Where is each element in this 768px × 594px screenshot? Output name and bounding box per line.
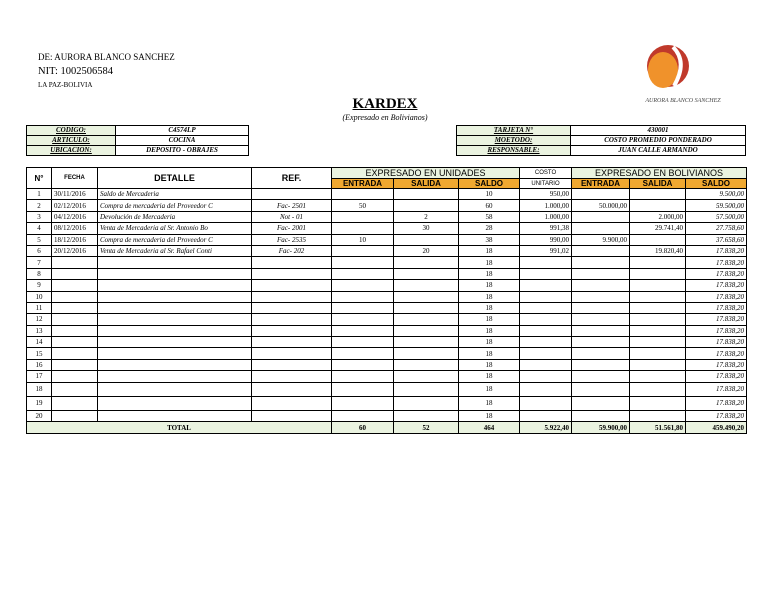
info-label: UBICACION:: [27, 146, 116, 156]
table-row: [27, 396, 747, 410]
nit-number: NIT: 1002506584: [38, 66, 114, 77]
header-units-saldo: SALDO: [459, 179, 520, 189]
row-fecha: [52, 382, 98, 396]
info-row: [27, 136, 249, 146]
row-units-saldo: 18: [459, 337, 520, 348]
row-units-entrada: [332, 268, 394, 279]
row-bs-salida: [630, 396, 686, 410]
row-units-saldo: 18: [459, 280, 520, 291]
row-units-saldo: 10: [459, 189, 520, 200]
row-costo: [520, 291, 572, 302]
row-units-salida: [394, 234, 459, 245]
row-costo: [520, 337, 572, 348]
row-fecha: [52, 302, 98, 313]
row-fecha: [52, 337, 98, 348]
row-units-salida: [394, 371, 459, 382]
info-label: MOETODO:: [457, 136, 571, 146]
company-location: LA PAZ-BOLIVIA: [38, 81, 93, 89]
table-row: [27, 223, 747, 234]
row-number: 13: [27, 325, 52, 336]
row-fecha: 02/12/2016: [52, 200, 98, 211]
header-bs-salida: SALIDA: [630, 179, 686, 189]
row-ref: [252, 280, 332, 291]
row-costo: 1.000,00: [520, 211, 572, 222]
total-units-saldo: 464: [459, 422, 520, 434]
row-bs-salida: [630, 200, 686, 211]
row-bs-entrada: [572, 291, 630, 302]
row-detalle: [98, 382, 252, 396]
row-bs-salida: [630, 314, 686, 325]
row-fecha: [52, 325, 98, 336]
row-number: 19: [27, 396, 52, 410]
row-ref: Fac- 2501: [252, 200, 332, 211]
row-units-saldo: 28: [459, 223, 520, 234]
row-bs-entrada: [572, 245, 630, 256]
total-bs-entrada: 59.900,00: [572, 422, 630, 434]
table-row: [27, 200, 747, 211]
row-bs-salida: [630, 371, 686, 382]
row-units-saldo: 18: [459, 314, 520, 325]
total-costo: 5.922,40: [520, 422, 572, 434]
row-costo: [520, 325, 572, 336]
info-label: ARTICULO:: [27, 136, 116, 146]
row-units-entrada: [332, 396, 394, 410]
row-fecha: [52, 257, 98, 268]
row-ref: [252, 291, 332, 302]
header-fecha: FECHA: [52, 168, 98, 189]
row-units-saldo: 18: [459, 410, 520, 421]
row-units-salida: 2: [394, 211, 459, 222]
row-bs-entrada: [572, 325, 630, 336]
row-detalle: [98, 325, 252, 336]
row-units-entrada: [332, 280, 394, 291]
row-costo: 991,02: [520, 245, 572, 256]
row-bs-saldo: 17.838,20: [686, 291, 747, 302]
row-detalle: Devolución de Mercaderia: [98, 211, 252, 222]
row-units-saldo: 60: [459, 200, 520, 211]
row-units-salida: [394, 200, 459, 211]
row-number: 20: [27, 410, 52, 421]
table-row: [27, 348, 747, 359]
row-bs-saldo: 17.838,20: [686, 314, 747, 325]
row-bs-entrada: [572, 314, 630, 325]
row-detalle: [98, 396, 252, 410]
row-units-entrada: [332, 314, 394, 325]
row-bs-salida: 29.741,40: [630, 223, 686, 234]
row-bs-entrada: [572, 396, 630, 410]
row-number: 6: [27, 245, 52, 256]
row-bs-salida: [630, 280, 686, 291]
row-costo: [520, 396, 572, 410]
row-units-saldo: 18: [459, 382, 520, 396]
row-units-saldo: 18: [459, 302, 520, 313]
row-units-salida: [394, 337, 459, 348]
total-row: [27, 422, 747, 434]
info-label: TARJETA N°: [457, 126, 571, 136]
row-bs-entrada: [572, 257, 630, 268]
row-costo: 991,38: [520, 223, 572, 234]
row-units-salida: [394, 348, 459, 359]
row-ref: Fac- 2535: [252, 234, 332, 245]
row-costo: [520, 382, 572, 396]
info-row: [27, 146, 249, 156]
row-units-salida: 20: [394, 245, 459, 256]
row-detalle: [98, 314, 252, 325]
row-fecha: 30/11/2016: [52, 189, 98, 200]
row-bs-entrada: [572, 211, 630, 222]
row-bs-saldo: 17.838,20: [686, 359, 747, 370]
row-bs-saldo: 17.838,20: [686, 302, 747, 313]
row-ref: Fac- 2001: [252, 223, 332, 234]
row-bs-entrada: [572, 189, 630, 200]
row-bs-entrada: [572, 268, 630, 279]
info-value: C4574LP: [116, 126, 249, 136]
table-row: [27, 268, 747, 279]
row-units-entrada: [332, 211, 394, 222]
row-fecha: [52, 396, 98, 410]
row-costo: 1.000,00: [520, 200, 572, 211]
row-units-salida: [394, 280, 459, 291]
row-units-entrada: [332, 410, 394, 421]
table-row: [27, 291, 747, 302]
info-row: [457, 136, 746, 146]
row-ref: [252, 189, 332, 200]
row-units-salida: 30: [394, 223, 459, 234]
row-bs-entrada: 9.900,00: [572, 234, 630, 245]
table-row: [27, 337, 747, 348]
row-fecha: [52, 371, 98, 382]
row-number: 8: [27, 268, 52, 279]
row-number: 10: [27, 291, 52, 302]
row-units-salida: [394, 291, 459, 302]
row-ref: [252, 325, 332, 336]
row-fecha: [52, 268, 98, 279]
total-units-entrada: 60: [332, 422, 394, 434]
row-costo: 950,00: [520, 189, 572, 200]
row-units-salida: [394, 302, 459, 313]
header-bs-saldo: SALDO: [686, 179, 747, 189]
row-units-entrada: [332, 337, 394, 348]
info-value: JUAN CALLE ARMANDO: [571, 146, 746, 156]
row-ref: Not - 01: [252, 211, 332, 222]
table-row: [27, 257, 747, 268]
row-costo: [520, 302, 572, 313]
row-bs-saldo: 59.500,00: [686, 200, 747, 211]
row-units-salida: [394, 396, 459, 410]
row-units-saldo: 18: [459, 359, 520, 370]
row-units-saldo: 18: [459, 257, 520, 268]
row-units-entrada: 10: [332, 234, 394, 245]
row-units-saldo: 18: [459, 245, 520, 256]
header-ref: REF.: [252, 168, 332, 189]
row-fecha: [52, 314, 98, 325]
row-bs-salida: [630, 268, 686, 279]
row-bs-entrada: [572, 337, 630, 348]
row-number: 11: [27, 302, 52, 313]
row-ref: [252, 337, 332, 348]
row-units-saldo: 58: [459, 211, 520, 222]
info-label: CODIGO:: [27, 126, 116, 136]
row-bs-saldo: 17.838,20: [686, 348, 747, 359]
row-ref: [252, 396, 332, 410]
header-costo: COSTO: [520, 168, 572, 179]
header-bs-entrada: ENTRADA: [572, 179, 630, 189]
row-number: 3: [27, 211, 52, 222]
row-bs-saldo: 37.658,60: [686, 234, 747, 245]
row-units-saldo: 18: [459, 396, 520, 410]
left-info-table: [26, 125, 249, 156]
row-bs-salida: [630, 291, 686, 302]
header-units-entrada: ENTRADA: [332, 179, 394, 189]
row-units-salida: [394, 268, 459, 279]
row-units-salida: [394, 189, 459, 200]
info-row: [457, 146, 746, 156]
row-costo: [520, 410, 572, 421]
row-units-entrada: [332, 245, 394, 256]
row-detalle: [98, 280, 252, 291]
row-ref: [252, 359, 332, 370]
logo-text: AURORA BLANCO SANCHEZ: [645, 98, 721, 104]
row-fecha: 08/12/2016: [52, 223, 98, 234]
row-bs-saldo: 17.838,20: [686, 410, 747, 421]
total-bs-salida: 51.561,80: [630, 422, 686, 434]
table-row: [27, 211, 747, 222]
header-units-salida: SALIDA: [394, 179, 459, 189]
row-costo: [520, 280, 572, 291]
company-logo: [618, 40, 748, 108]
row-units-salida: [394, 314, 459, 325]
row-bs-entrada: 50.000,00: [572, 200, 630, 211]
table-row: [27, 371, 747, 382]
info-value: COCINA: [116, 136, 249, 146]
row-number: 2: [27, 200, 52, 211]
row-bs-saldo: 17.838,20: [686, 325, 747, 336]
row-detalle: [98, 410, 252, 421]
row-number: 7: [27, 257, 52, 268]
row-units-entrada: [332, 223, 394, 234]
row-units-saldo: 18: [459, 371, 520, 382]
table-row: [27, 325, 747, 336]
company-name: DE: AURORA BLANCO SANCHEZ: [38, 52, 175, 62]
table-row: [27, 302, 747, 313]
row-detalle: [98, 291, 252, 302]
table-row: [27, 280, 747, 291]
row-bs-salida: [630, 302, 686, 313]
row-units-entrada: [332, 257, 394, 268]
table-row: [27, 245, 747, 256]
row-detalle: [98, 257, 252, 268]
row-costo: 990,00: [520, 234, 572, 245]
row-bs-entrada: [572, 223, 630, 234]
row-fecha: [52, 280, 98, 291]
row-bs-salida: 2.000,00: [630, 211, 686, 222]
row-number: 17: [27, 371, 52, 382]
row-ref: [252, 257, 332, 268]
row-units-salida: [394, 382, 459, 396]
info-label: RESPONSABLE:: [457, 146, 571, 156]
row-bs-entrada: [572, 410, 630, 421]
row-detalle: Venta de Mercaderia al Sr. Rafael Conti: [98, 245, 252, 256]
row-units-salida: [394, 410, 459, 421]
row-bs-saldo: 17.838,20: [686, 245, 747, 256]
total-units-salida: 52: [394, 422, 459, 434]
row-bs-entrada: [572, 280, 630, 291]
row-ref: [252, 371, 332, 382]
row-ref: [252, 382, 332, 396]
row-bs-entrada: [572, 348, 630, 359]
info-row: [457, 126, 746, 136]
row-units-salida: [394, 257, 459, 268]
header-num: N°: [27, 168, 52, 189]
row-bs-saldo: 17.838,20: [686, 268, 747, 279]
row-ref: Fac- 202: [252, 245, 332, 256]
row-detalle: [98, 337, 252, 348]
page-subtitle: (Expresado en Bolivianos): [342, 113, 428, 122]
table-row: [27, 382, 747, 396]
row-bs-saldo: 17.838,20: [686, 396, 747, 410]
row-number: 12: [27, 314, 52, 325]
header-detalle: DETALLE: [98, 168, 252, 189]
row-bs-saldo: 27.758,60: [686, 223, 747, 234]
row-units-entrada: [332, 359, 394, 370]
row-ref: [252, 268, 332, 279]
row-costo: [520, 314, 572, 325]
info-value: DEPOSITO - OBRAJES: [116, 146, 249, 156]
row-fecha: 04/12/2016: [52, 211, 98, 222]
row-bs-entrada: [572, 302, 630, 313]
row-detalle: Compra de mercaderia del Proveedor C: [98, 200, 252, 211]
row-bs-saldo: 57.500,00: [686, 211, 747, 222]
row-bs-saldo: 17.838,20: [686, 257, 747, 268]
table-row: [27, 410, 747, 421]
row-fecha: [52, 291, 98, 302]
row-units-saldo: 18: [459, 348, 520, 359]
total-label: TOTAL: [27, 422, 332, 434]
header-unitario: UNITARIO: [520, 179, 572, 189]
page-title: KARDEX: [352, 96, 418, 112]
row-detalle: Compra de mercaderia del Proveedor C: [98, 234, 252, 245]
table-row: [27, 314, 747, 325]
row-costo: [520, 359, 572, 370]
table-row: [27, 189, 747, 200]
row-number: 15: [27, 348, 52, 359]
row-bs-salida: [630, 348, 686, 359]
row-bs-saldo: 17.838,20: [686, 337, 747, 348]
row-fecha: [52, 359, 98, 370]
row-fecha: [52, 348, 98, 359]
row-units-saldo: 18: [459, 268, 520, 279]
row-detalle: [98, 268, 252, 279]
row-ref: [252, 302, 332, 313]
row-units-entrada: [332, 348, 394, 359]
row-units-entrada: [332, 382, 394, 396]
row-costo: [520, 371, 572, 382]
row-detalle: [98, 348, 252, 359]
info-value: 430001: [571, 126, 746, 136]
row-costo: [520, 348, 572, 359]
row-number: 9: [27, 280, 52, 291]
row-units-entrada: 50: [332, 200, 394, 211]
row-bs-saldo: 17.838,20: [686, 280, 747, 291]
row-ref: [252, 348, 332, 359]
row-bs-salida: [630, 359, 686, 370]
row-fecha: 20/12/2016: [52, 245, 98, 256]
row-number: 5: [27, 234, 52, 245]
row-fecha: 18/12/2016: [52, 234, 98, 245]
row-number: 18: [27, 382, 52, 396]
total-bs-saldo: 459.490,20: [686, 422, 747, 434]
table-row: [27, 234, 747, 245]
row-bs-entrada: [572, 371, 630, 382]
row-bs-entrada: [572, 359, 630, 370]
row-units-entrada: [332, 302, 394, 313]
row-bs-salida: [630, 410, 686, 421]
row-ref: [252, 410, 332, 421]
row-units-salida: [394, 359, 459, 370]
header-bs-group: EXPRESADO EN BOLIVIANOS: [572, 168, 747, 179]
row-detalle: [98, 371, 252, 382]
right-info-table: [456, 125, 746, 156]
row-bs-salida: [630, 189, 686, 200]
row-units-saldo: 18: [459, 325, 520, 336]
row-detalle: [98, 302, 252, 313]
row-units-entrada: [332, 189, 394, 200]
row-bs-saldo: 17.838,20: [686, 371, 747, 382]
row-units-saldo: 18: [459, 291, 520, 302]
row-bs-salida: [630, 257, 686, 268]
row-number: 4: [27, 223, 52, 234]
row-bs-saldo: 17.838,20: [686, 382, 747, 396]
row-units-salida: [394, 325, 459, 336]
row-detalle: Venta de Mercaderia al Sr. Antonio Bo: [98, 223, 252, 234]
info-value: COSTO PROMEDIO PONDERADO: [571, 136, 746, 146]
header-units-group: EXPRESADO EN UNIDADES: [332, 168, 520, 179]
row-units-entrada: [332, 371, 394, 382]
row-number: 14: [27, 337, 52, 348]
row-bs-saldo: 9.500,00: [686, 189, 747, 200]
row-bs-salida: [630, 382, 686, 396]
row-detalle: Saldo de Mercaderia: [98, 189, 252, 200]
row-units-entrada: [332, 291, 394, 302]
row-number: 16: [27, 359, 52, 370]
row-fecha: [52, 410, 98, 421]
row-number: 1: [27, 189, 52, 200]
row-bs-salida: 19.820,40: [630, 245, 686, 256]
info-row: [27, 126, 249, 136]
logo-graphic: [618, 40, 748, 108]
row-bs-salida: [630, 337, 686, 348]
row-costo: [520, 257, 572, 268]
kardex-table: [26, 167, 747, 434]
row-ref: [252, 314, 332, 325]
row-bs-salida: [630, 325, 686, 336]
row-detalle: [98, 359, 252, 370]
table-row: [27, 359, 747, 370]
row-bs-entrada: [572, 382, 630, 396]
row-units-saldo: 38: [459, 234, 520, 245]
row-bs-salida: [630, 234, 686, 245]
row-units-entrada: [332, 325, 394, 336]
row-costo: [520, 268, 572, 279]
